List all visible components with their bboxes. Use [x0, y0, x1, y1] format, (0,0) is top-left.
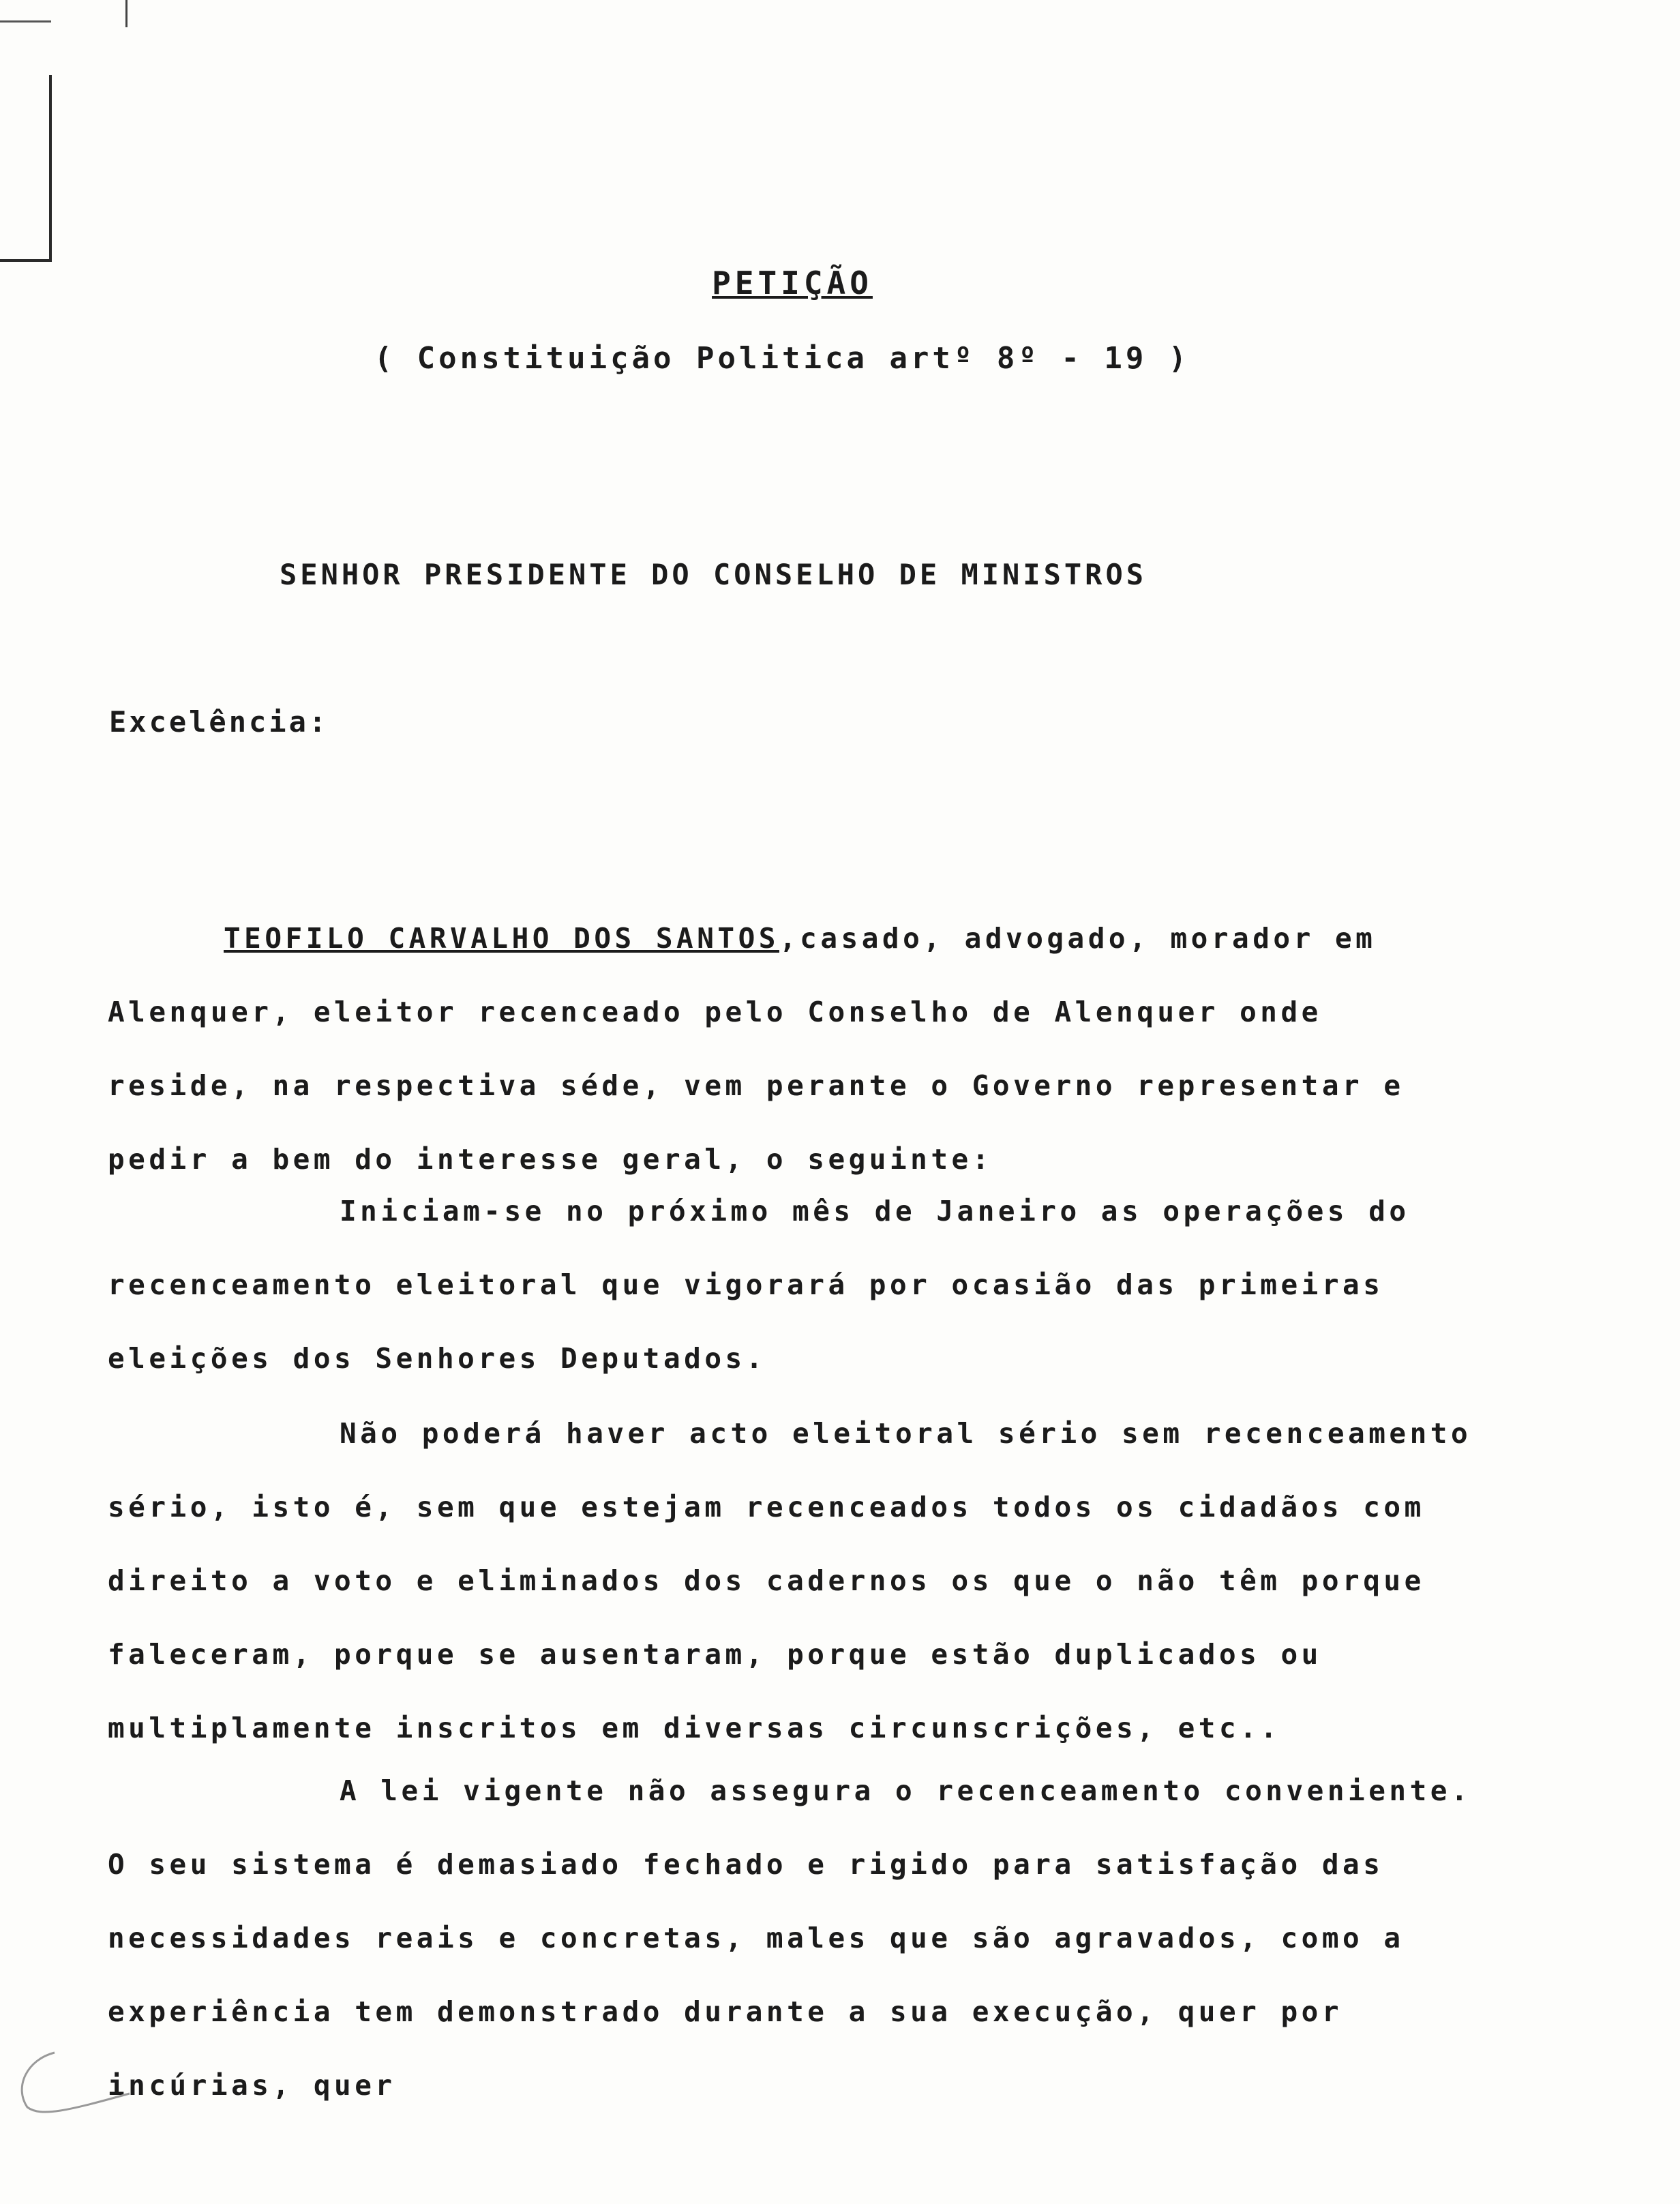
paragraph-2-text: Iniciam-se no próximo mês de Janeiro as operações do recenceamento eleitoral que vigorará por ocasião das primeiras eleições dos Senhores Deputados.: [108, 1195, 1410, 1375]
petitioner-name: TEOFILO CARVALHO DOS SANTOS: [224, 922, 779, 955]
paragraph-1: [108, 902, 1485, 1196]
paragraph-3: [108, 1397, 1485, 1765]
paragraph-1-text: ,casado, advogado, morador em Alenquer, eleitor recenceado pelo Conselho de Alenquer onde reside, na respectiva séde, vem perante o Governo representar e pedir a bem do interesse geral, o seguinte:: [108, 922, 1405, 1176]
addressee: SENHOR PRESIDENTE DO CONSELHO DE MINISTROS: [280, 558, 1148, 591]
paragraph-3-text: Não poderá haver acto eleitoral sério sem recenceamento sério, isto é, sem que estejam recenceados todos os cidadãos com direito a voto e eliminados dos cadernos os que o não têm porque faleceram, porque se ausentaram, porque estão duplicados ou multiplamente inscritos em diversas circunscrições, etc..: [108, 1417, 1472, 1744]
margin-bracket: [0, 75, 52, 262]
salutation: Excelência:: [109, 705, 329, 739]
document-subtitle: ( Constituição Politica artº 8º - 19 ): [374, 341, 1190, 376]
margin-mark: [0, 0, 51, 23]
paragraph-4: [108, 1754, 1485, 2122]
handwritten-squiggle: [14, 2046, 136, 2121]
document-title: PETIÇÃO: [712, 265, 873, 301]
paragraph-4-text: A lei vigente não assegura o recenceamento conveniente. O seu sistema é demasiado fechado e rigido para satisfação das necessidades reais e concretas, males que são agravados, como a experiência tem demonstrado durante a sua execução, quer por incúrias, quer: [108, 1774, 1472, 2102]
paragraph-2: [108, 1174, 1485, 1395]
margin-tick: [125, 0, 127, 27]
